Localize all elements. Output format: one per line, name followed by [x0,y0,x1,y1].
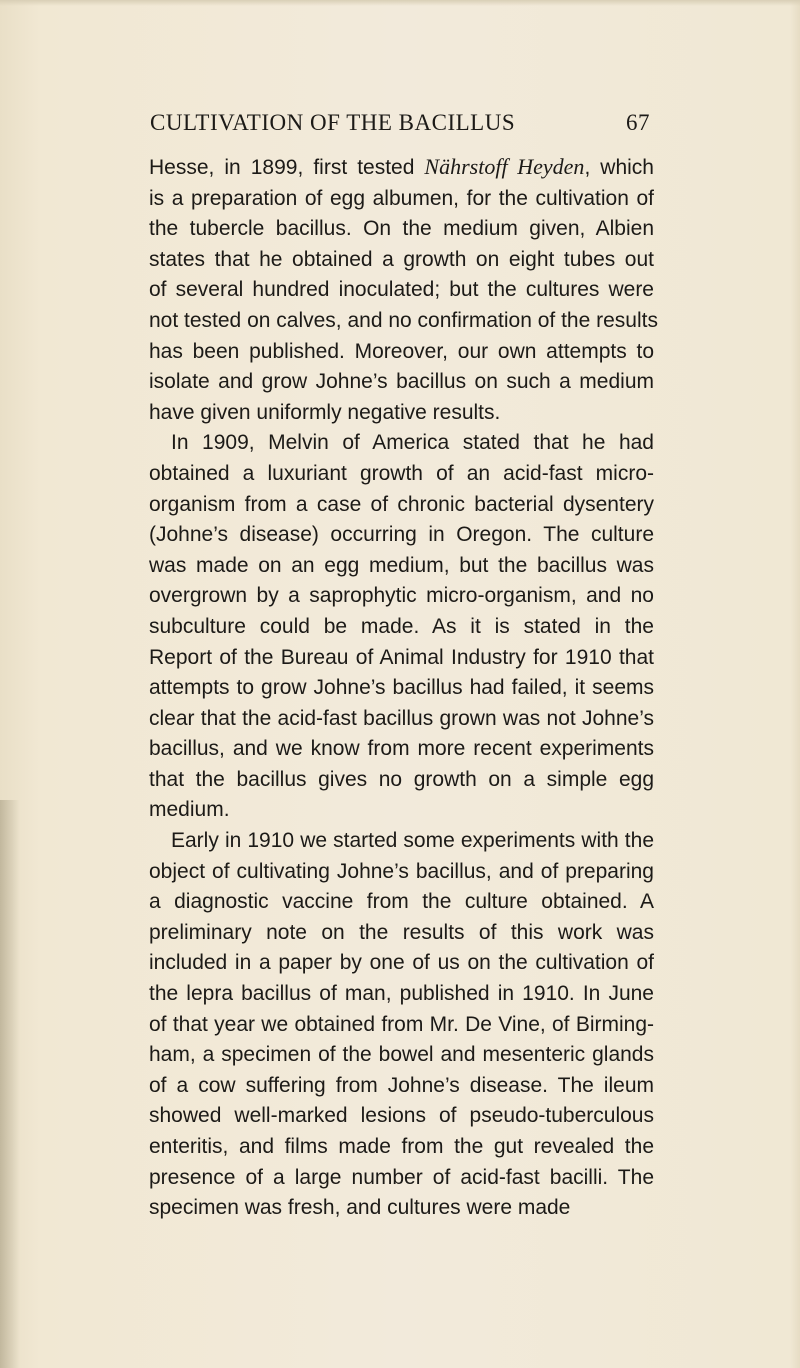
text-line: medium. [149,798,230,822]
text-line: showed well-marked lesions of pseudo-tuberculous [149,1104,654,1128]
text-line-end: , which [584,156,654,179]
text-line: object of cultivating Johne’s bacillus, and of preparing [149,859,654,883]
page-top-edge [0,0,800,6]
text-line: attempts to grow Johne’s bacillus had failed, it seems [149,676,654,700]
text-line: has been published. Moreover, our own attempts to [149,339,654,363]
text-line: have given uniformly negative results. [149,400,501,424]
paragraph [149,826,654,1224]
running-head-title: CULTIVATION OF THE BACILLUS [150,110,516,135]
text-line: ham, a specimen of the bowel and mesenteric glands [149,1043,654,1067]
text-line: not tested on calves, and no confirmation of the results [149,308,658,332]
running-head [150,110,650,144]
gutter-shadow [0,800,20,1368]
text-line: a diagnostic vaccine from the culture obtained. A [149,890,654,914]
text-line: Report of the Bureau of Animal Industry for 1910 that [149,645,654,669]
paragraph [149,152,658,428]
text-line: included in a paper by one of us on the cultivation of [149,951,654,975]
text-line: of that year we obtained from Mr. De Vine, of Birming- [149,1012,654,1036]
text-line: the tubercle bacillus. On the medium given, Albien [149,217,654,241]
text-line: organism from a case of chronic bacterial dysentery [149,492,654,516]
text-line: presence of a large number of acid-fast bacilli. The [149,1165,654,1189]
page-number: 67 [626,110,650,135]
text-line: preliminary note on the results of this work was [149,920,654,944]
text-line: specimen was fresh, and cultures were made [149,1196,571,1220]
text-line: bacillus, and we know from more recent experiments [149,737,654,761]
text-line: enteritis, and films made from the gut revealed the [149,1135,654,1158]
text-line: of several hundred inoculated; but the cultures were [149,278,654,302]
text-line: overgrown by a saprophytic micro-organism, and no [149,584,654,608]
text-line [149,152,654,184]
text-line: clear that the acid-fast bacillus grown was not Johne’s [149,706,654,730]
text-line: subculture could be made. As it is stated in the [149,614,654,638]
text-line: is a preparation of egg albumen, for the cultivation of [149,186,654,210]
paragraph [149,428,654,826]
text-line: obtained a luxuriant growth of an acid-fast micro- [149,461,654,485]
text-line: that the bacillus gives no growth on a simple egg [149,767,654,791]
text-line: states that he obtained a growth on eight tubes out [149,247,654,271]
text-line: was made on an egg medium, but the bacillus was [149,553,654,577]
text-line: of a cow suffering from Johne’s disease. The ileum [149,1073,654,1097]
text-line: (Johne’s disease) occurring in Oregon. The culture [149,523,654,547]
body-text [149,152,658,1224]
text-line: isolate and grow Johne’s bacillus on such a medium [149,370,654,394]
text-line-start: Hesse, in 1899, first tested [149,156,425,179]
text-line: Early in 1910 we started some experiments with the [171,829,654,853]
italic-term: Nährstoff Heyden [424,154,585,179]
text-line: In 1909, Melvin of America stated that he had [171,431,654,455]
text-line: the lepra bacillus of man, published in 1910. In June [149,982,654,1006]
